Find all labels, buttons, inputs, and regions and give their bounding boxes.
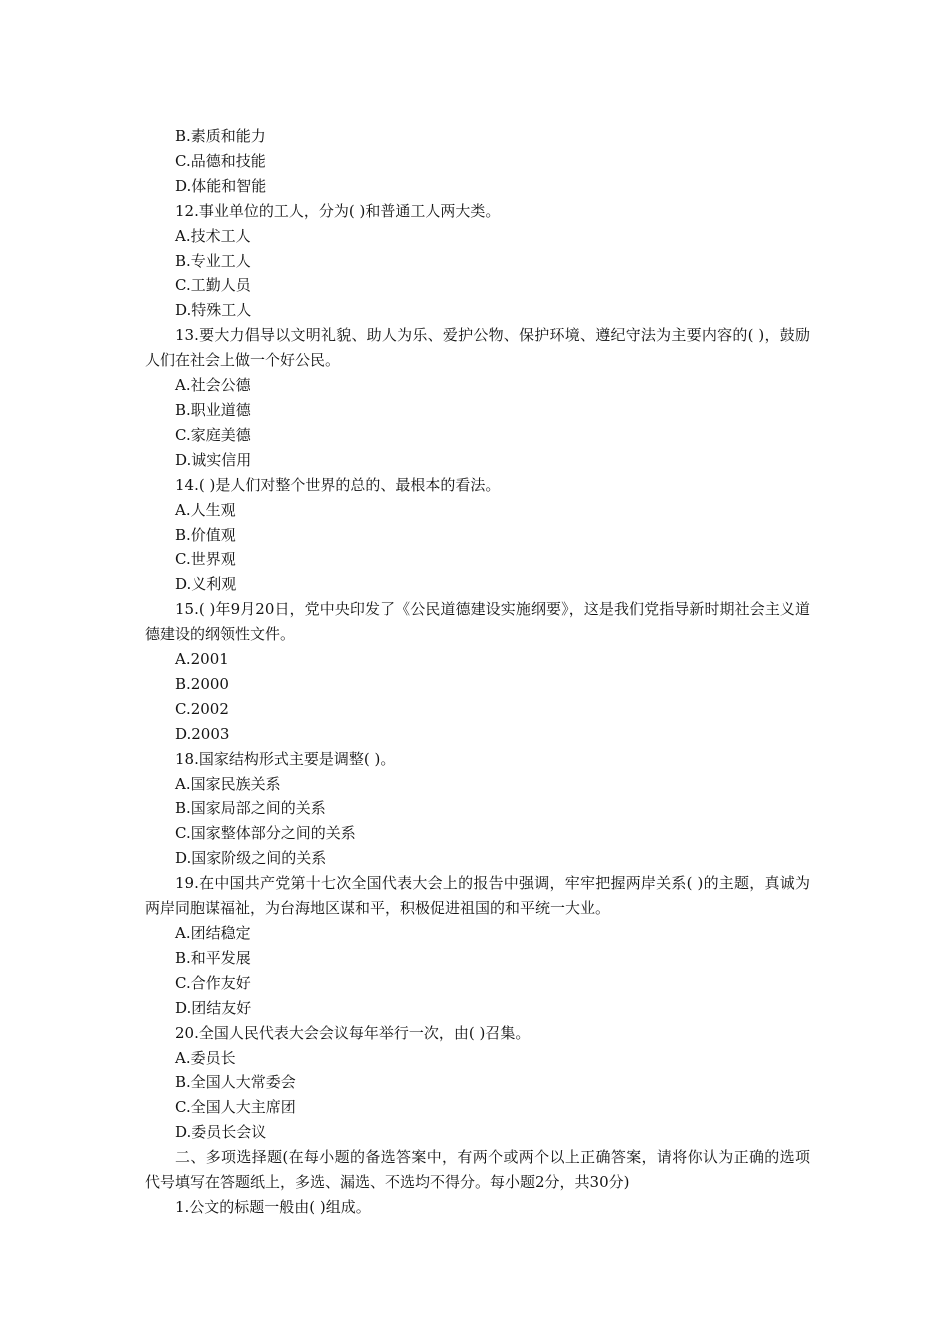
- answer-option: A.国家民族关系: [175, 774, 281, 793]
- answer-option: D.诚实信用: [175, 450, 252, 469]
- answer-option: B.职业道德: [175, 400, 251, 419]
- answer-option: D.义利观: [175, 575, 237, 594]
- answer-option: B.和平发展: [175, 948, 251, 967]
- answer-option: C.合作友好: [175, 973, 251, 992]
- question-text: 12.事业单位的工人，分为( )和普通工人两大类。: [175, 201, 501, 220]
- answer-option: A.社会公德: [175, 376, 251, 395]
- document-page: [145, 124, 810, 1220]
- answer-option: B.价值观: [175, 525, 236, 544]
- answer-option: C.品德和技能: [175, 151, 266, 170]
- answer-option: D.委员长会议: [175, 1123, 267, 1142]
- answer-option: A.团结稳定: [175, 924, 251, 942]
- answer-option: B.2000: [175, 674, 229, 693]
- answer-option: B.素质和能力: [175, 127, 266, 145]
- question-text: 1.公文的标题一般由( )组成。: [175, 1197, 371, 1216]
- answer-option: A.委员长: [175, 1048, 236, 1067]
- answer-option: C.工勤人员: [175, 276, 251, 295]
- answer-option: D.团结友好: [175, 998, 252, 1017]
- answer-option: A.2001: [175, 650, 229, 669]
- answer-option: C.家庭美德: [175, 425, 251, 444]
- answer-option: D.2003: [175, 724, 230, 743]
- answer-option: D.体能和智能: [175, 176, 267, 195]
- answer-option: B.全国人大常委会: [175, 1073, 296, 1092]
- answer-option: D.特殊工人: [175, 301, 252, 320]
- answer-option: A.人生观: [175, 500, 236, 519]
- answer-option: C.全国人大主席团: [175, 1098, 296, 1117]
- question-text: 18.国家结构形式主要是调整( )。: [175, 749, 396, 768]
- question-text: 20.全国人民代表大会会议每年举行一次，由( )召集。: [175, 1023, 531, 1042]
- question-paragraph: 13.要大力倡导以文明礼貌、助人为乐、爱护公物、保护环境、遵纪守法为主要内容的( )，鼓励人们在社会上做一个好公民。: [145, 326, 810, 370]
- answer-option: A.技术工人: [175, 226, 251, 245]
- question-paragraph: 19.在中国共产党第十七次全国代表大会上的报告中强调，牢牢把握两岸关系( )的主题，真诚为两岸同胞谋福祉，为台海地区谋和平，积极促进祖国的和平统一大业。: [145, 874, 810, 918]
- answer-option: D.国家阶级之间的关系: [175, 849, 327, 868]
- question-paragraph: 二、多项选择题(在每小题的备选答案中，有两个或两个以上正确答案，请将你认为正确的选项代号填写在答题纸上，多选、漏选、不选均不得分。每小题2分，共30分): [145, 1148, 810, 1192]
- answer-option: C.国家整体部分之间的关系: [175, 824, 356, 843]
- answer-option: B.专业工人: [175, 251, 251, 270]
- question-text: 14.( )是人们对整个世界的总的、最根本的看法。: [175, 475, 501, 494]
- question-paragraph: 15.( )年9月20日，党中央印发了《公民道德建设实施纲要》，这是我们党指导新时期社会主义道德建设的纲领性文件。: [145, 600, 810, 644]
- answer-option: C.世界观: [175, 550, 236, 569]
- answer-option: B.国家局部之间的关系: [175, 799, 326, 818]
- answer-option: C.2002: [175, 699, 229, 718]
